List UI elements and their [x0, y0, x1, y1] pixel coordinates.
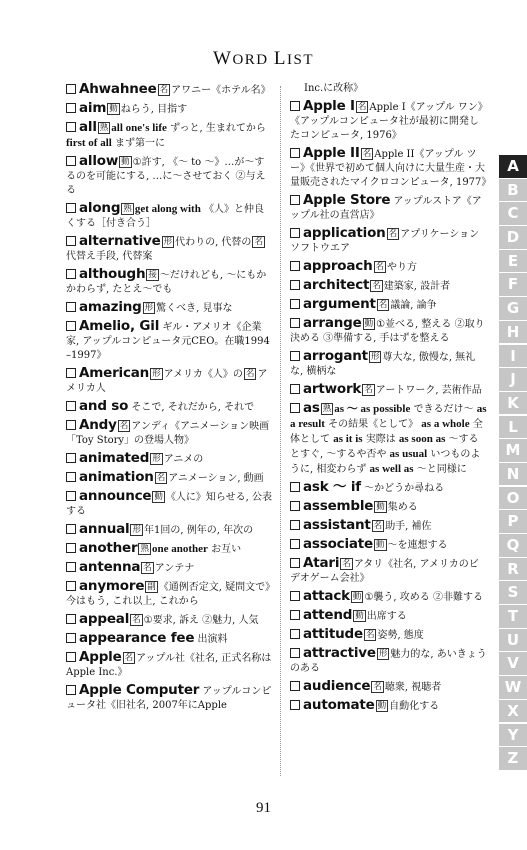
idiom-meaning: ～するとすぐ, ～するや否や [290, 434, 479, 460]
part-of-speech-badge: 名 [132, 615, 141, 625]
entry-checkbox[interactable] [290, 351, 300, 361]
definition-text: 年1回の, 例年の, 年次の [144, 525, 254, 536]
definition-text: ～を連想する [387, 540, 448, 551]
page-number: 91 [256, 800, 271, 816]
part-of-speech-badge: 動 [154, 492, 163, 502]
word-entry [290, 401, 488, 477]
entry-checkbox[interactable] [290, 558, 300, 568]
word-entry [66, 451, 272, 467]
headword: allow [79, 153, 119, 169]
entry-checkbox[interactable] [66, 84, 76, 94]
part-of-speech-badge: 形 [144, 303, 154, 313]
part-of-speech-badge: 動 [364, 319, 374, 329]
entry-checkbox[interactable] [66, 401, 76, 411]
word-entry [290, 518, 488, 534]
definition-text: アニメーション, 動画 [168, 473, 264, 484]
definition-text: 助手, 補佐 [385, 521, 432, 532]
definition-text: Apple II《アップル ツー》《世界で初めて個人向けに大量生産・大量販売されたマイクロコンピュータ, 1977》 [290, 149, 492, 188]
idiom-meaning: 全体として [290, 419, 483, 445]
word-entry [66, 541, 272, 557]
definition-text: 代わりの, 代替の [175, 237, 252, 248]
index-tab-j[interactable]: J [499, 368, 527, 391]
idiom-meaning: その結果《として》 [324, 419, 422, 430]
idiom-phrase: as it is [333, 433, 363, 445]
definition-text: アップルコンピュータ社《旧社名, 2007年にApple [66, 686, 272, 711]
headword: approach [303, 258, 373, 274]
headword: arrogant [303, 348, 368, 364]
headword: announce [79, 488, 152, 504]
entry-checkbox[interactable] [66, 685, 76, 695]
headword: Apple II [303, 145, 360, 161]
headword: Ahwahnee [79, 81, 157, 97]
word-list-left-column [66, 82, 272, 716]
definition-text: アップルストア《アップル社の直営店》 [290, 196, 482, 221]
part-of-speech-badge: 副 [147, 582, 156, 592]
definition-text: アップル社《社名, 正式名称はApple Inc.》 [66, 653, 272, 678]
word-entry [66, 101, 272, 117]
idiom-phrase: get along with [134, 203, 201, 215]
definition-text: 尊大な, 傲慢な, 無礼な, 横柄な [290, 352, 476, 377]
idiom-phrase: as soon as [398, 433, 446, 445]
word-entry [66, 650, 272, 680]
headword: audience [303, 678, 371, 694]
definition-text: ～かどうか尋ねる [360, 483, 445, 494]
word-entry [290, 316, 488, 346]
word-entry [66, 154, 272, 198]
entry-checkbox[interactable] [290, 403, 300, 413]
part-of-speech-badge: 動 [352, 592, 362, 602]
entry-checkbox[interactable] [290, 700, 300, 710]
part-of-speech-badge: 形 [132, 525, 141, 535]
headword: architect [303, 277, 370, 293]
idiom-phrase: as well as [369, 463, 414, 475]
part-of-speech-badge: 名 [119, 421, 129, 431]
part-of-speech-badge: 動 [377, 701, 387, 711]
index-tab-n[interactable]: N [499, 463, 527, 486]
entry-checkbox[interactable] [290, 520, 300, 530]
word-entry [66, 319, 272, 363]
definition-text: Apple I《アップル ワン》《アップルコンピュータ社が最初に開発したコンピュータ, 1976》 [290, 102, 488, 141]
word-entry [66, 631, 272, 647]
definition-text: アメリカ《人》の [163, 369, 243, 380]
part-of-speech-badge: 名 [364, 385, 373, 395]
entry-checkbox[interactable] [66, 269, 76, 279]
word-entry [290, 145, 492, 190]
word-entry [66, 418, 272, 448]
part-of-speech-badge: 名 [362, 149, 372, 159]
idiom-meaning: ～と同様に [413, 464, 467, 475]
entry-checkbox[interactable] [290, 539, 300, 549]
entry-checkbox[interactable] [66, 453, 76, 463]
headword: animated [79, 450, 150, 466]
headword: arrange [303, 315, 362, 331]
index-tab-f[interactable]: F [499, 273, 527, 296]
headword: aim [79, 100, 107, 116]
headword: attend [303, 607, 353, 623]
idiom-phrase: as a whole [421, 418, 470, 430]
word-entry [290, 679, 488, 695]
word-entry [66, 579, 272, 609]
part-of-speech-badge: 名 [124, 653, 134, 663]
part-of-speech-badge: 名 [245, 369, 255, 379]
definition-text: ～だけれども, ～にもかかわらず, たとえ～でも [66, 270, 267, 295]
idiom-phrase: as ～ as possible [334, 403, 411, 415]
part-of-speech-badge: 熟 [322, 404, 332, 414]
index-tab-m[interactable]: M [499, 439, 527, 462]
part-of-speech-badge: 形 [378, 649, 388, 659]
index-tab-y[interactable]: Y [499, 724, 527, 747]
entry-checkbox[interactable] [66, 524, 76, 534]
word-entry [290, 627, 488, 643]
headword: American [79, 365, 150, 381]
entry-checkbox[interactable] [66, 321, 76, 331]
part-of-speech-badge: 形 [152, 454, 161, 464]
part-of-speech-badge: 名 [372, 281, 381, 291]
word-entry [66, 470, 272, 486]
entry-checkbox[interactable] [290, 228, 300, 238]
definition-text: 《人に》知らせる, 公表する [66, 492, 272, 517]
index-tab-k[interactable]: K [499, 392, 527, 415]
index-tab-t[interactable]: T [499, 605, 527, 628]
word-entry [290, 556, 488, 586]
entry-checkbox[interactable] [290, 195, 300, 205]
headword: anymore [79, 578, 145, 594]
definition-text: アプリケーションソフトウエア [290, 229, 480, 254]
entry-checkbox[interactable] [66, 122, 76, 132]
definition-text: アメリカ人 [66, 369, 268, 394]
word-entry [290, 226, 488, 256]
index-tab-x[interactable]: X [499, 700, 527, 723]
index-tab-p[interactable]: P [499, 510, 527, 533]
headword: all [79, 119, 97, 135]
headword: Apple [79, 649, 122, 665]
idiom-phrase: all one's life [111, 122, 167, 134]
part-of-speech-badge: 名 [375, 262, 385, 272]
idiom-meaning: できるだけ～ [410, 404, 477, 415]
headword: Atari [303, 555, 340, 571]
part-of-speech-badge: 名 [365, 630, 375, 640]
definition-text: 議論, 論争 [390, 300, 437, 311]
idiom-phrase: one another [152, 543, 208, 555]
idiom-meaning: お互い [207, 544, 242, 555]
index-tab-w[interactable]: W [499, 676, 527, 699]
entry-checkbox[interactable] [66, 103, 76, 113]
headword: appearance fee [79, 630, 195, 646]
entry-checkbox[interactable] [66, 652, 76, 662]
entry-checkbox[interactable] [66, 562, 76, 572]
headword: appeal [79, 611, 130, 627]
part-of-speech-badge: 名 [373, 682, 382, 692]
headword: argument [303, 296, 376, 312]
index-tab-q[interactable]: Q [499, 534, 527, 557]
definition-text: そこで, それだから, それで [128, 402, 255, 413]
idiom-meaning: いつものように, 相変わらず [290, 449, 481, 475]
definition-text: ①許す, 《～ to ～》…が～するのを可能にする, …に～させておく ②与える [66, 157, 266, 196]
word-entry [66, 267, 272, 297]
definition-text: 出演料 [194, 634, 228, 645]
part-of-speech-badge: 形 [152, 369, 161, 379]
word-entry [290, 499, 488, 515]
index-tab-e[interactable]: E [499, 250, 527, 273]
word-entry [66, 399, 272, 415]
index-tab-l[interactable]: L [499, 416, 527, 439]
entry-checkbox[interactable] [290, 629, 300, 639]
part-of-speech-badge: 名 [254, 237, 263, 247]
headword: Andy [79, 417, 117, 433]
word-entry [290, 589, 488, 605]
definition-text: 姿勢, 態度 [377, 630, 424, 641]
headword: application [303, 225, 386, 241]
headword: assistant [303, 517, 371, 533]
definition-text: アワニー《ホテル名》 [171, 85, 271, 96]
word-entry [66, 300, 272, 316]
definition-text: ①要求, 訴え ②魅力, 人気 [143, 615, 259, 626]
entry-checkbox[interactable] [290, 299, 300, 309]
idiom-phrase: as a result [290, 403, 487, 430]
entry-checkbox[interactable] [290, 681, 300, 691]
definition-text: 建築家, 設計者 [383, 281, 451, 292]
entry-checkbox[interactable] [290, 482, 300, 492]
part-of-speech-badge: 接 [148, 270, 157, 280]
idiom-meaning: 実際は [362, 434, 399, 445]
word-entry [66, 612, 272, 628]
index-tab-g[interactable]: G [499, 297, 527, 320]
part-of-speech-badge: 名 [159, 85, 169, 95]
word-entry [66, 82, 272, 98]
headword: associate [303, 536, 374, 552]
word-entry [290, 99, 488, 143]
word-entry [66, 120, 272, 151]
definition-text: アートワーク, 芸術作品 [375, 385, 482, 396]
word-entry [290, 480, 488, 496]
idiom-phrase: as usual [389, 448, 428, 460]
definition-text: 代替え手段, 代替案 [66, 251, 153, 262]
page-title: WORD LIST [213, 48, 314, 69]
part-of-speech-badge: 動 [376, 502, 385, 512]
part-of-speech-badge: 動 [355, 611, 364, 621]
index-tab-r[interactable]: R [499, 558, 527, 581]
headword: annual [79, 521, 130, 537]
entry-checkbox[interactable] [66, 581, 76, 591]
definition-text: 自動化する [389, 701, 440, 712]
definition-text: アンディ《アニメーション映画「Toy Story」の登場人物》 [66, 421, 270, 446]
definition-text: やり方 [387, 262, 418, 273]
part-of-speech-badge: 熟 [140, 544, 149, 554]
index-tab-z[interactable]: Z [499, 747, 527, 770]
headword: as [303, 400, 320, 416]
index-tab-i[interactable]: I [499, 345, 527, 368]
entry-checkbox[interactable] [290, 610, 300, 620]
entry-checkbox[interactable] [290, 261, 300, 271]
entry-checkbox[interactable] [66, 236, 76, 246]
part-of-speech-badge: 動 [109, 104, 118, 114]
headword: amazing [79, 299, 142, 315]
index-tab-u[interactable]: U [499, 629, 527, 652]
headword: although [79, 266, 146, 282]
entry-checkbox[interactable] [66, 368, 76, 378]
word-entry [66, 560, 272, 576]
entry-checkbox[interactable] [66, 203, 76, 213]
entry-checkbox[interactable] [290, 280, 300, 290]
index-tab-a[interactable]: A [499, 155, 527, 178]
definition-text: 《通例否定文, 疑問文で》今はもう, これ以上, これから [66, 582, 271, 607]
word-entry [66, 201, 272, 231]
word-entry [290, 608, 488, 624]
word-entry [290, 278, 488, 294]
definition-text: 聴衆, 視聴者 [384, 682, 442, 693]
headword: antenna [79, 559, 141, 575]
definition-text: 驚くべき, 見事な [156, 303, 233, 314]
idiom-meaning: 《人》と仲良くする［付き合う］ [66, 204, 264, 229]
entry-checkbox[interactable] [290, 148, 300, 158]
part-of-speech-badge: 形 [370, 352, 380, 362]
word-list-right-column [290, 82, 492, 717]
part-of-speech-badge: 熟 [99, 123, 109, 133]
part-of-speech-badge: 形 [163, 237, 173, 247]
definition-text: ギル・アメリオ《企業家, アップルコンピュータ元CEO。在職1994–1997》 [66, 322, 270, 361]
entry-checkbox[interactable] [290, 384, 300, 394]
headword: automate [303, 697, 375, 713]
headword: Apple Computer [79, 682, 200, 698]
word-entry [66, 234, 272, 264]
headword: along [79, 200, 121, 216]
part-of-speech-badge: 名 [373, 521, 383, 531]
part-of-speech-badge: 名 [342, 559, 351, 569]
entry-checkbox[interactable] [66, 614, 76, 624]
definition-text: ①並べる, 整える ②取り決める ③準備する, 手はずを整える [290, 319, 485, 344]
entry-checkbox[interactable] [66, 543, 76, 553]
part-of-speech-badge: 名 [378, 300, 388, 310]
index-tab-h[interactable]: H [499, 321, 527, 344]
definition-text: 集める [387, 502, 418, 513]
continuation-text: Inc.に改称》 [304, 83, 364, 94]
entry-checkbox[interactable] [66, 420, 76, 430]
headword: attitude [303, 626, 363, 642]
entry-checkbox[interactable] [290, 648, 300, 658]
headword: ask ～ if [303, 479, 361, 495]
word-entry [290, 297, 488, 313]
definition-text: アンテナ [154, 563, 195, 574]
headword: Apple Store [303, 192, 391, 208]
word-entry [290, 698, 488, 714]
index-tab-s[interactable]: S [499, 581, 527, 604]
definition-text: アニメの [163, 454, 204, 465]
part-of-speech-badge: 名 [357, 102, 367, 112]
column-divider [280, 86, 281, 776]
headword: and so [79, 398, 129, 414]
part-of-speech-badge: 熟 [123, 204, 132, 214]
headword: attack [303, 588, 350, 604]
index-tab-c[interactable]: C [499, 202, 527, 225]
definition-text: ねらう, 目指す [120, 104, 188, 115]
idiom-meaning: ずっと, 生まれてから [166, 123, 266, 134]
entry-checkbox[interactable] [66, 156, 76, 166]
part-of-speech-badge: 名 [143, 563, 152, 573]
idiom-phrase: first of all [66, 137, 112, 149]
entry-checkbox[interactable] [66, 633, 76, 643]
entry-checkbox[interactable] [66, 302, 76, 312]
headword: artwork [303, 381, 362, 397]
alphabet-index-tabs [499, 155, 527, 771]
idiom-meaning: まず第一に [111, 138, 166, 149]
index-tab-d[interactable]: D [499, 226, 527, 249]
word-entry [290, 259, 488, 275]
definition-text: ①襲う, 攻める ②非難する [364, 592, 483, 603]
headword: attractive [303, 645, 376, 661]
definition-text: 出席する [366, 611, 407, 622]
entry-checkbox[interactable] [290, 101, 300, 111]
entry-checkbox[interactable] [290, 591, 300, 601]
definition-text: アタリ《社名, アメリカのビデオゲーム会社》 [290, 559, 479, 584]
word-entry [66, 489, 272, 519]
word-entry [290, 537, 488, 553]
word-entry [66, 366, 272, 396]
headword: assemble [303, 498, 374, 514]
headword: animation [79, 469, 154, 485]
entry-checkbox[interactable] [66, 472, 76, 482]
word-entry [290, 646, 488, 676]
index-tab-b[interactable]: B [499, 179, 527, 202]
word-entry [290, 349, 488, 379]
entry-checkbox[interactable] [66, 491, 76, 501]
part-of-speech-badge: 動 [121, 157, 130, 167]
headword: Amelio, Gil [79, 318, 160, 334]
definition-text: 魅力的な, あいきょうのある [290, 649, 487, 674]
word-entry [66, 522, 272, 538]
headword: another [79, 540, 138, 556]
headword: Apple I [303, 98, 355, 114]
word-entry [290, 382, 488, 398]
word-entry [290, 193, 488, 223]
index-tab-v[interactable]: V [499, 652, 527, 675]
entry-checkbox[interactable] [290, 501, 300, 511]
word-entry [66, 683, 272, 713]
headword: alternative [79, 233, 161, 249]
part-of-speech-badge: 動 [376, 540, 385, 550]
index-tab-o[interactable]: O [499, 487, 527, 510]
entry-checkbox[interactable] [290, 318, 300, 328]
part-of-speech-badge: 名 [156, 473, 166, 483]
part-of-speech-badge: 名 [388, 229, 398, 239]
